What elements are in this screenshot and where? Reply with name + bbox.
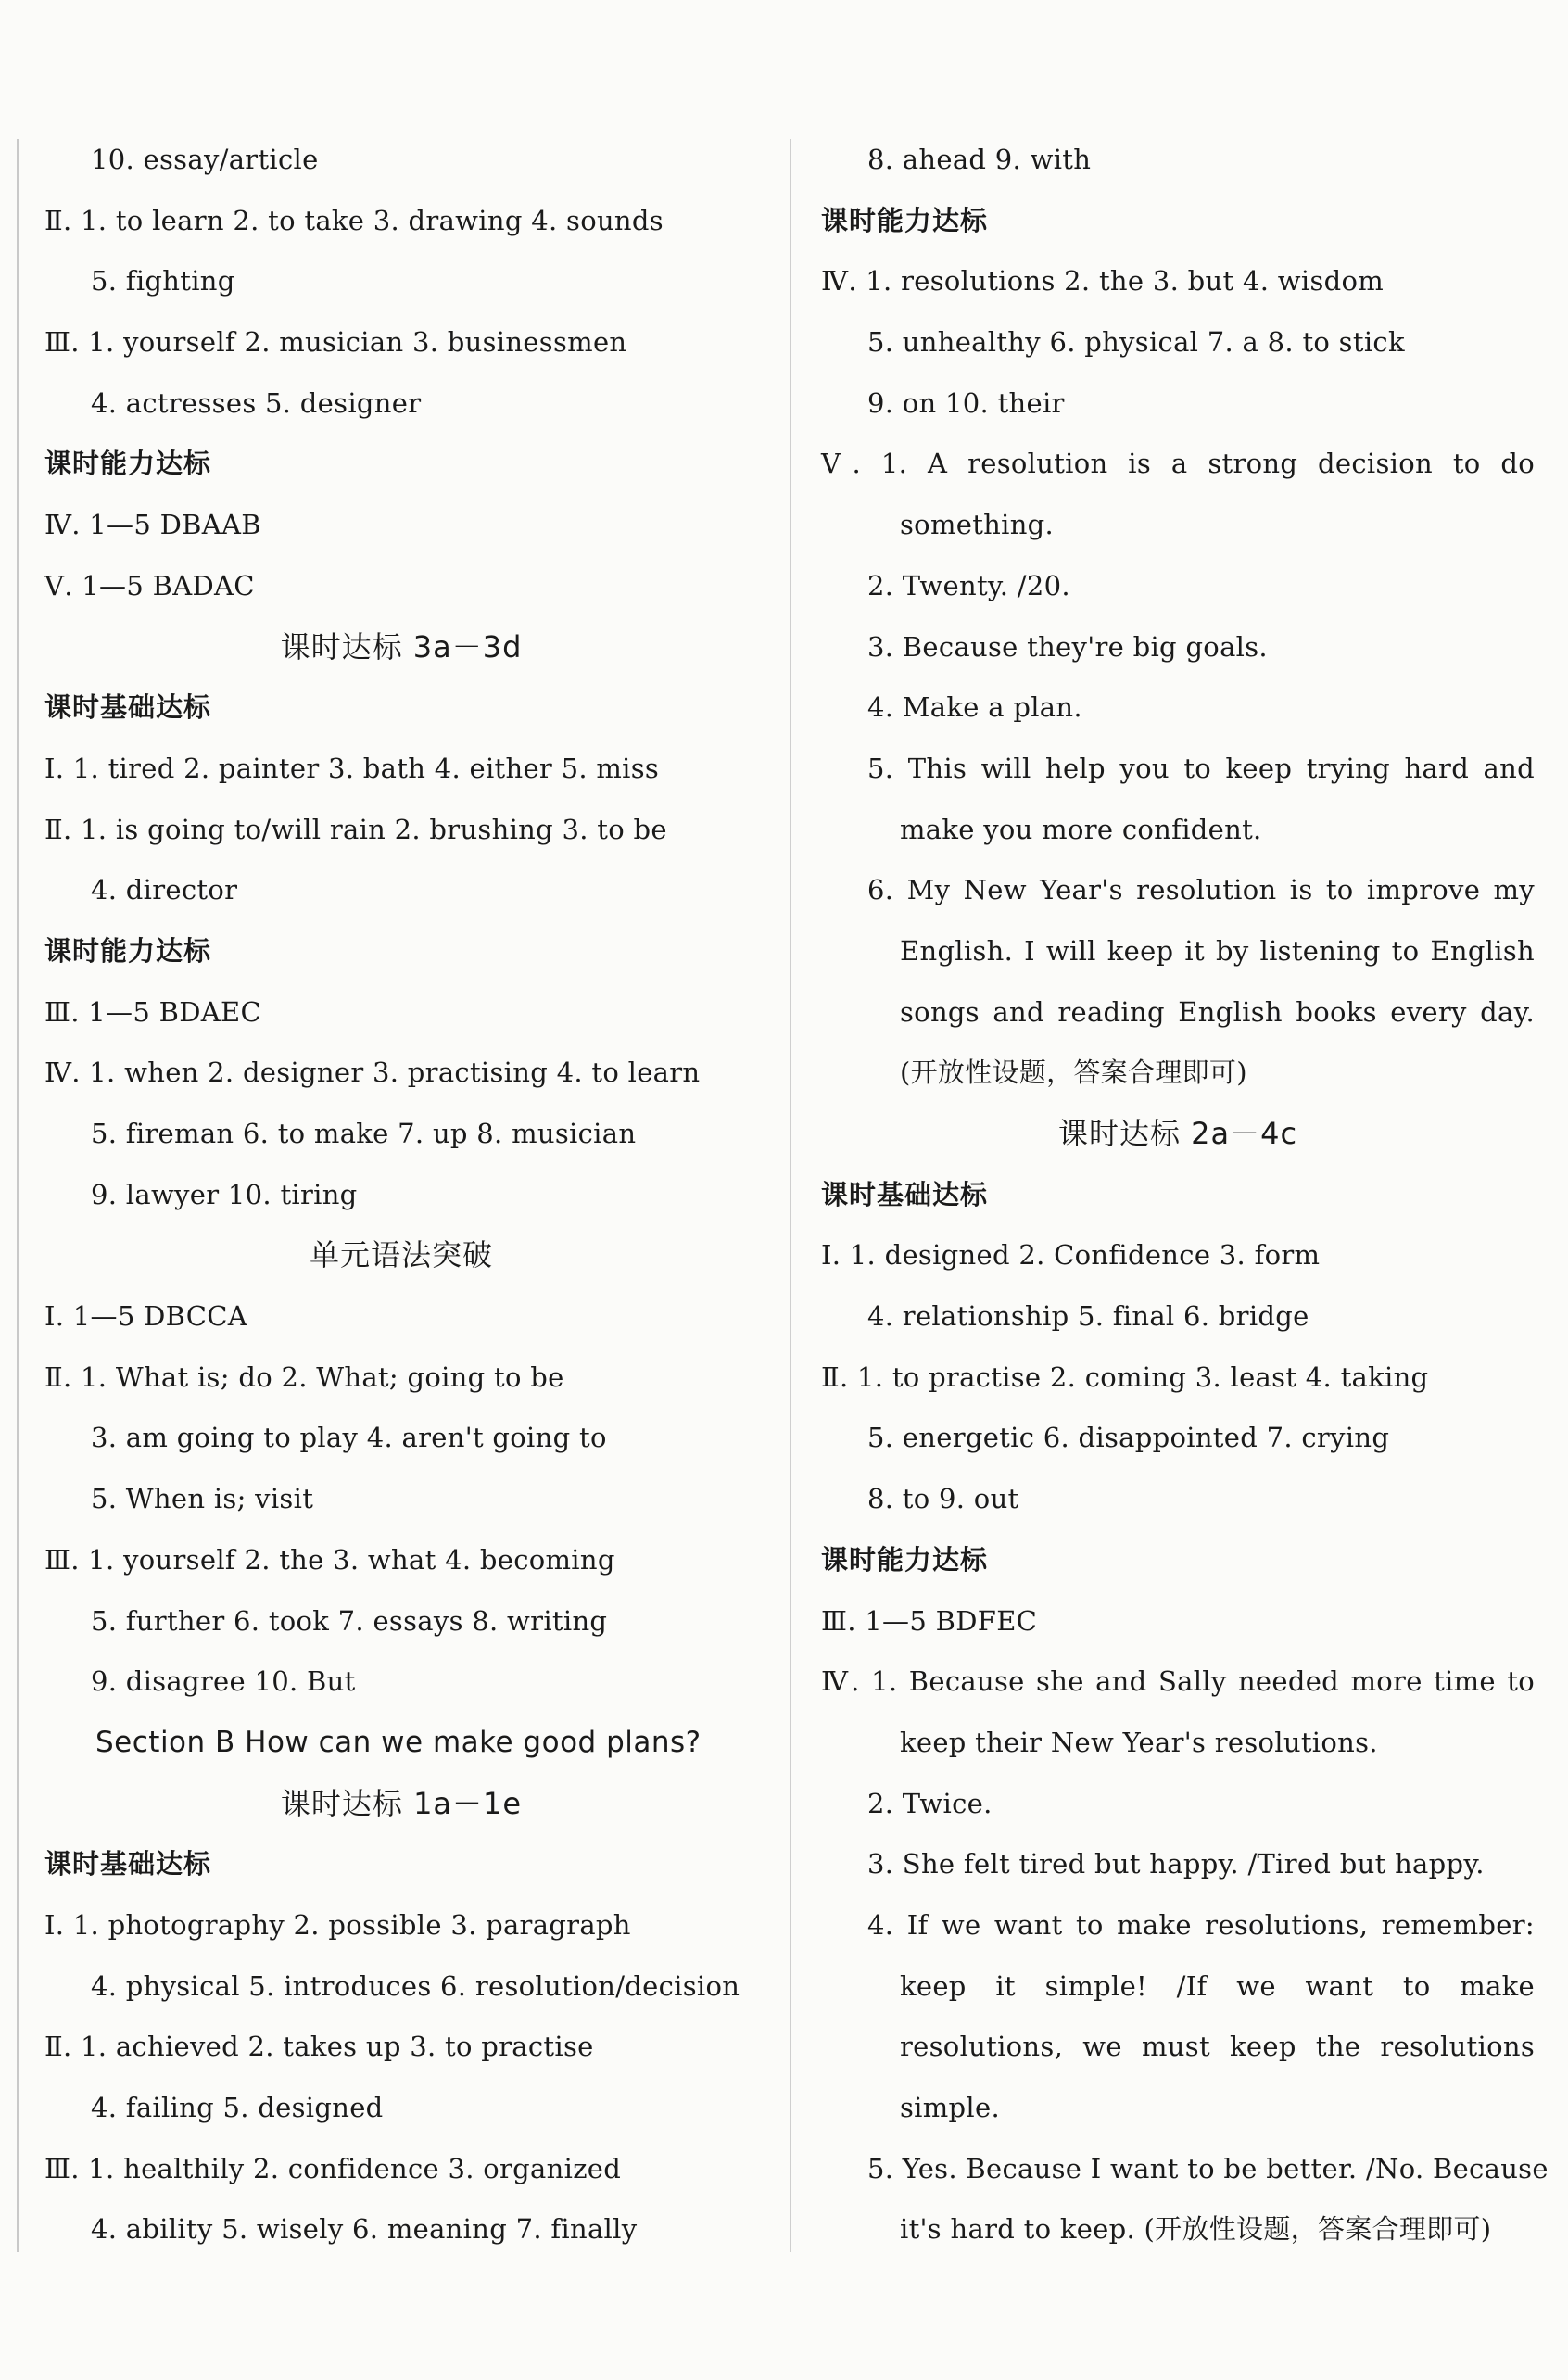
answer-line: Ⅰ. 1—5 DBCCA xyxy=(44,1300,248,1333)
answer-line: 10. essay/article xyxy=(91,144,319,175)
answer-line: 5. fighting xyxy=(91,265,235,298)
answer-line: 4. director xyxy=(91,874,238,906)
answer-line: songs and reading English books every day. xyxy=(900,995,1535,1028)
section-heading: 课时能力达标 xyxy=(821,1543,989,1576)
answer-line: 4. physical 5. introduces 6. resolution/decision xyxy=(91,1969,740,2002)
unit-section-title: Section B How can we make good plans? xyxy=(95,1725,702,1759)
answer-line: 3. am going to play 4. aren't going to xyxy=(91,1422,607,1454)
answer-line: (开放性设题，答案合理即可) xyxy=(900,1057,1247,1089)
answer-line: 5. Yes. Because I want to be better. /No. Because xyxy=(867,2152,1549,2184)
answer-line: 5. further 6. took 7. essays 8. writing xyxy=(91,1604,608,1637)
answer-line: Ⅲ. 1. healthily 2. confidence 3. organized xyxy=(44,2152,622,2184)
answer-line: 8. to 9. out xyxy=(867,1483,1019,1515)
answer-line: Ⅲ. 1. yourself 2. musician 3. businessmen xyxy=(44,326,627,359)
left-page-edge xyxy=(17,139,19,2252)
left-column xyxy=(44,130,758,2260)
answer-line: 4. failing 5. designed xyxy=(91,2092,384,2123)
answer-line: 8. ahead 9. with xyxy=(867,144,1092,175)
answer-line: make you more confident. xyxy=(900,813,1262,845)
right-column xyxy=(821,130,1549,2260)
answer-line: Ⅰ. 1. photography 2. possible 3. paragraph xyxy=(44,1908,631,1941)
section-heading: 课时基础达标 xyxy=(44,1848,212,1880)
answer-line: 4. If we want to make resolutions, remember: xyxy=(867,1908,1535,1941)
answer-line: 4. Make a plan. xyxy=(867,691,1082,724)
answer-line: 5. When is; visit xyxy=(91,1483,314,1515)
answer-line: English. I will keep it by listening to English xyxy=(900,934,1535,967)
answer-line: Ⅲ. 1. yourself 2. the 3. what 4. becoming xyxy=(44,1543,615,1576)
answer-line: Ⅳ. 1—5 DBAAB xyxy=(44,509,261,541)
answer-line: 2. Twenty. /20. xyxy=(867,569,1070,601)
answer-line: Ⅱ. 1. to learn 2. to take 3. drawing 4. sounds xyxy=(44,204,664,236)
answer-line: 2. Twice. xyxy=(867,1787,993,1819)
section-heading: 课时能力达标 xyxy=(44,448,212,480)
answer-line: Ⅰ. 1. designed 2. Confidence 3. form xyxy=(821,1239,1321,1272)
answer-line: Ⅱ. 1. to practise 2. coming 3. least 4. taking xyxy=(821,1361,1429,1393)
answer-line: keep it simple! /If we want to make xyxy=(900,1969,1535,2002)
answer-line: 5. unhealthy 6. physical 7. a 8. to stick xyxy=(867,326,1405,359)
answer-line: 6. My New Year's resolution is to improve my xyxy=(867,874,1535,906)
answer-line: Ⅲ. 1—5 BDFEC xyxy=(821,1604,1038,1637)
answer-line: 4. actresses 5. designer xyxy=(91,386,422,419)
lesson-title: 课时达标 3a－3d xyxy=(280,628,523,665)
section-heading: 课时基础达标 xyxy=(44,691,212,724)
column-divider xyxy=(790,139,791,2252)
answer-line: something. xyxy=(900,509,1055,541)
answer-line: Ⅱ. 1. is going to/will rain 2. brushing 3. to be xyxy=(44,813,667,845)
answer-line: 5. fireman 6. to make 7. up 8. musician xyxy=(91,1118,637,1149)
answer-line: 3. She felt tired but happy. /Tired but happy. xyxy=(867,1848,1485,1880)
answer-line: keep their New Year's resolutions. xyxy=(900,1726,1378,1758)
section-heading: 课时能力达标 xyxy=(821,204,989,236)
answer-line: Ⅰ. 1. tired 2. painter 3. bath 4. either 5. miss xyxy=(44,752,660,784)
lesson-title: 单元语法突破 xyxy=(309,1237,493,1273)
answer-line: 9. on 10. their xyxy=(867,386,1065,419)
answer-line: Ⅲ. 1—5 BDAEC xyxy=(44,995,261,1028)
answer-line: Ⅱ. 1. achieved 2. takes up 3. to practise xyxy=(44,2031,594,2063)
lesson-title: 课时达标 2a－4c xyxy=(1057,1116,1298,1151)
answer-line: 4. relationship 5. final 6. bridge xyxy=(867,1300,1309,1333)
answer-line: Ⅴ. 1—5 BADAC xyxy=(44,569,255,601)
answer-line: Ⅳ. 1. Because she and Sally needed more time to xyxy=(821,1665,1535,1698)
section-heading: 课时能力达标 xyxy=(44,934,212,967)
answer-line: simple. xyxy=(900,2092,1000,2123)
answer-line: resolutions, we must keep the resolutions xyxy=(900,2031,1535,2063)
answer-line: 9. disagree 10. But xyxy=(91,1665,356,1698)
answer-line: Ⅳ. 1. when 2. designer 3. practising 4. to learn xyxy=(44,1057,701,1089)
section-heading: 课时基础达标 xyxy=(821,1178,989,1210)
answer-line: Ⅱ. 1. What is; do 2. What; going to be xyxy=(44,1361,564,1393)
lesson-title: 课时达标 1a－1e xyxy=(280,1785,523,1821)
answer-line: 4. ability 5. wisely 6. meaning 7. finally xyxy=(91,2213,638,2246)
answer-line: Ⅴ. 1. A resolution is a strong decision to do xyxy=(821,448,1535,480)
answer-line: 5. This will help you to keep trying hard and xyxy=(867,752,1535,784)
answer-line: 5. energetic 6. disappointed 7. crying xyxy=(867,1422,1390,1454)
answer-line: it's hard to keep. (开放性设题，答案合理即可) xyxy=(900,2213,1492,2246)
answer-line: 3. Because they're big goals. xyxy=(867,630,1268,663)
answer-line: Ⅳ. 1. resolutions 2. the 3. but 4. wisdom xyxy=(821,265,1385,298)
answer-line: 9. lawyer 10. tiring xyxy=(91,1178,358,1210)
